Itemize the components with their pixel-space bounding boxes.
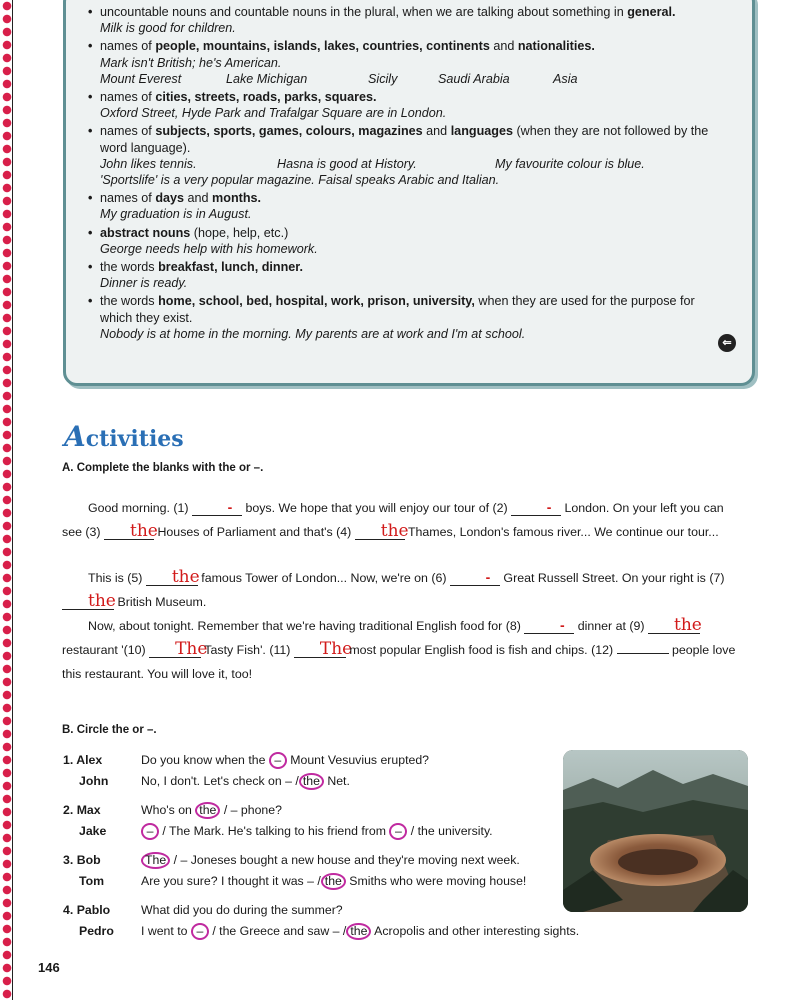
dialogue-line: 2. Max Who's on the / – phone? xyxy=(63,803,282,817)
activities-heading: Activities xyxy=(64,420,184,453)
circled-answer[interactable]: the xyxy=(195,802,220,819)
circled-answer[interactable]: the xyxy=(321,873,346,890)
dialogue-line: 1. Alex Do you know when the – Mount Vesuvius erupted? xyxy=(63,753,430,767)
dialogue-line: Tom Are you sure? I thought it was – / the Smiths who were moving house! xyxy=(79,874,527,888)
exercise-b-instruction: B. Circle the or –. xyxy=(62,724,157,736)
rule-item: • names of days and months. My graduation is in August. xyxy=(85,190,710,222)
circled-answer[interactable]: the xyxy=(299,773,324,790)
answer-blank-10[interactable]: The xyxy=(149,641,201,658)
next-arrow-icon[interactable]: ⇐ xyxy=(718,334,736,352)
answer-blank-2[interactable]: - xyxy=(511,499,561,516)
exercise-a-paragraph-3: Now, about tonight. Remember that we're having traditional English food for (8) - dinner at (9) the restaurant '(10) The Tasty Fish'. (11) The most popular English food is fish and chips. (12) people love this restaurant. You will love it, too! xyxy=(62,615,736,681)
rule-item: • the words breakfast, lunch, dinner. Dinner is ready. xyxy=(85,259,710,291)
rule-item: • names of cities, streets, roads, parks, squares. Oxford Street, Hyde Park and Trafalgar Square are in London. xyxy=(85,89,710,121)
answer-blank-1[interactable]: - xyxy=(192,499,242,516)
rule-item: • the words home, school, bed, hospital, work, prison, university, when they are used for the purpose for which they exist. Nobody is at home in the morning. My parents are at work and I'm at school. xyxy=(85,293,710,342)
circled-answer[interactable]: – xyxy=(191,923,209,940)
place-examples: Mount Everest Lake Michigan Sicily Saudi Arabia Asia xyxy=(100,71,578,86)
dialogue-line: Jake – / The Mark. He's talking to his friend from – / the university. xyxy=(79,824,493,838)
grammar-rules-list xyxy=(85,4,710,344)
dialogue-line: 4. Pablo What did you do during the summer? xyxy=(63,903,343,917)
rule-item: • names of subjects, sports, games, colours, magazines and languages (when they are not followed by the word language). John likes tennis. Hasna is good at History. My favourite colour is blue. 'Sportslife' is a very popular magazine. Faisal speaks Arabic and Italian. xyxy=(85,123,710,188)
answer-blank-11[interactable]: The xyxy=(294,641,346,658)
rule-item: • names of people, mountains, islands, lakes, countries, continents and nationalities. Mark isn't British; he's American. Mount Everest Lake Michigan Sicily Saudi Arabia Asia xyxy=(85,38,710,87)
answer-blank-6[interactable]: - xyxy=(450,569,500,586)
circled-answer[interactable]: The xyxy=(141,852,170,869)
answer-blank-12[interactable] xyxy=(617,653,669,654)
answer-blank-8[interactable]: - xyxy=(524,617,574,634)
exercise-b-dialogue-4 xyxy=(63,900,580,942)
answer-blank-5[interactable]: the xyxy=(146,569,198,586)
exercise-a-paragraph-2: This is (5) the famous Tower of London... Now, we're on (6) - Great Russell Street. On your right is (7) the British Museum. xyxy=(62,566,742,614)
exercise-b-dialogue-3 xyxy=(63,850,563,892)
rule-item: • uncountable nouns and countable nouns in the plural, when we are talking about something in general. Milk is good for children. xyxy=(85,4,710,36)
answer-blank-4[interactable]: the xyxy=(355,523,405,540)
dialogue-line: Pedro I went to – / the Greece and saw – / the Acropolis and other interesting sights. xyxy=(79,924,580,938)
circled-answer[interactable]: the xyxy=(346,923,371,940)
dialogue-line: John No, I don't. Let's check on – / the Net. xyxy=(79,774,350,788)
circled-answer[interactable]: – xyxy=(389,823,407,840)
answer-blank-7[interactable]: the xyxy=(62,593,114,610)
exercise-a-paragraph-1: Good morning. (1) - boys. We hope that you will enjoy our tour of (2) - London. On your left you can see (3) the Houses of Parliament and that's (4) the Thames, London's famous river... We continue our tour... xyxy=(62,499,724,541)
circled-answer[interactable]: – xyxy=(141,823,159,840)
page-number: 146 xyxy=(38,960,60,975)
exercise-b-dialogue-2 xyxy=(63,800,563,842)
spiral-binding xyxy=(0,0,20,1000)
rule-item: • abstract nouns (hope, help, etc.) George needs help with his homework. xyxy=(85,225,710,257)
answer-blank-3[interactable]: the xyxy=(104,523,154,540)
exercise-a-instruction: A. Complete the blanks with the or –. xyxy=(62,462,264,474)
circled-answer[interactable]: – xyxy=(269,752,287,769)
answer-blank-9[interactable]: the xyxy=(648,617,700,634)
dialogue-line: 3. Bob The / – Joneses bought a new house and they're moving next week. xyxy=(63,853,520,867)
volcano-crater-photo xyxy=(563,750,748,912)
exercise-b-dialogue-1 xyxy=(63,750,563,792)
volcano-illustration xyxy=(563,750,748,912)
